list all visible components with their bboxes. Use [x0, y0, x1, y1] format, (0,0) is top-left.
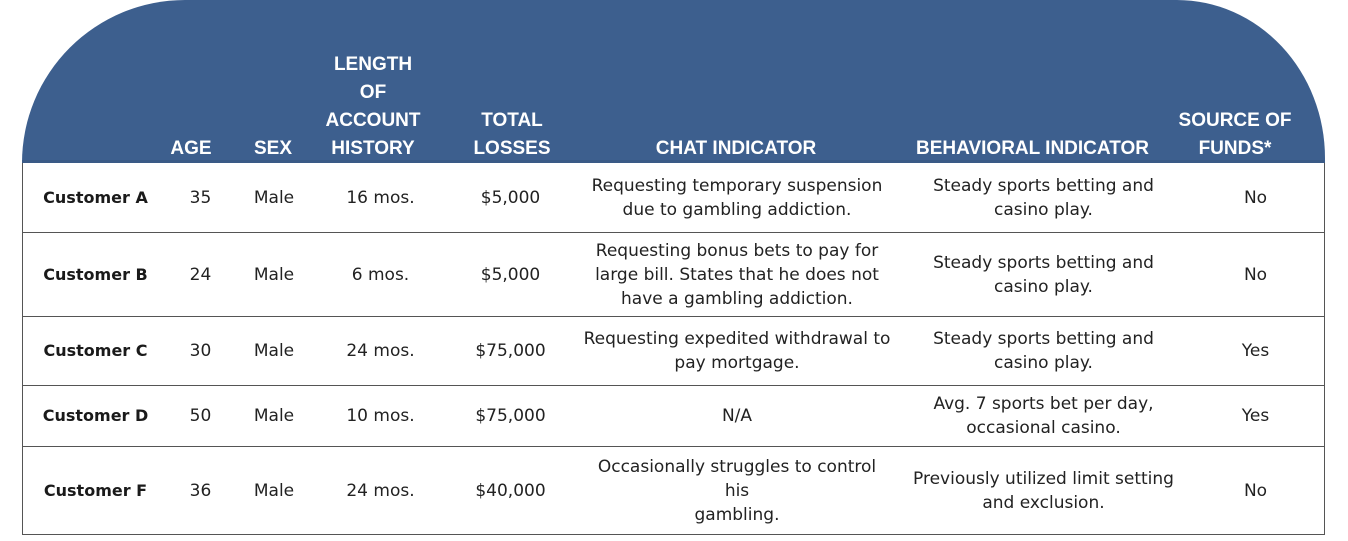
customer-name: Customer B — [43, 264, 148, 284]
history-cell: 6 mos. — [351, 264, 410, 285]
age-cell: 24 — [189, 264, 212, 285]
sex-cell: Male — [253, 264, 295, 285]
funds-cell: No — [1243, 187, 1268, 208]
age-cell: 36 — [189, 480, 212, 501]
customer-name: Customer A — [43, 187, 148, 207]
losses-cell: $5,000 — [480, 264, 541, 285]
customer-name: Customer D — [42, 406, 149, 425]
table-row — [22, 163, 1325, 233]
losses-cell: $40,000 — [475, 480, 546, 501]
customer-name: Customer C — [43, 341, 148, 360]
table-body — [22, 163, 1325, 535]
table-row — [22, 233, 1325, 317]
header-total-losses: TOTAL LOSSES — [473, 110, 551, 159]
chat-cell: N/A — [721, 406, 753, 426]
sex-cell: Male — [253, 341, 295, 361]
behavior-cell: Avg. 7 sports bet per day, occasional casino. — [933, 394, 1154, 438]
header-age: AGE — [170, 138, 212, 159]
table-row — [22, 447, 1325, 535]
age-cell: 30 — [189, 341, 212, 361]
funds-cell: Yes — [1241, 341, 1270, 361]
chat-cell: Occasionally struggles to control his gambling. — [597, 456, 877, 525]
funds-cell: Yes — [1241, 406, 1270, 426]
table-row — [22, 317, 1325, 386]
header-account-history: LENGTH OF ACCOUNT HISTORY — [325, 54, 421, 159]
behavior-cell: Steady sports betting and casino play. — [933, 252, 1154, 297]
behavior-cell: Previously utilized limit setting and exclusion. — [913, 468, 1174, 513]
losses-cell: $75,000 — [475, 341, 546, 361]
chat-cell: Requesting temporary suspension due to gambling addiction. — [591, 175, 883, 220]
header-chat-indicator: CHAT INDICATOR — [655, 138, 817, 159]
funds-cell: No — [1243, 480, 1268, 501]
sex-cell: Male — [253, 187, 295, 208]
history-cell: 24 mos. — [346, 341, 415, 361]
header-sex: SEX — [253, 138, 293, 159]
history-cell: 10 mos. — [346, 406, 415, 426]
header-source-of-funds: SOURCE OF FUNDS* — [1178, 110, 1292, 159]
history-cell: 16 mos. — [346, 187, 415, 208]
sex-cell: Male — [253, 480, 295, 501]
losses-cell: $75,000 — [475, 406, 546, 426]
age-cell: 35 — [189, 187, 212, 208]
table-header — [22, 0, 1325, 163]
header-behavioral-indicator: BEHAVIORAL INDICATOR — [916, 138, 1149, 159]
chat-cell: Requesting bonus bets to pay for large bill. States that he does not have a gambling addiction. — [595, 240, 879, 309]
behavior-cell: Steady sports betting and casino play. — [933, 329, 1154, 373]
table-row — [22, 386, 1325, 447]
history-cell: 24 mos. — [346, 480, 415, 501]
behavior-cell: Steady sports betting and casino play. — [933, 175, 1154, 220]
age-cell: 50 — [189, 406, 212, 426]
customer-name: Customer F — [43, 480, 148, 500]
chat-cell: Requesting expedited withdrawal to pay mortgage. — [583, 329, 891, 373]
customer-table — [22, 0, 1325, 541]
losses-cell: $5,000 — [480, 187, 541, 208]
funds-cell: No — [1243, 264, 1268, 285]
sex-cell: Male — [253, 406, 295, 426]
